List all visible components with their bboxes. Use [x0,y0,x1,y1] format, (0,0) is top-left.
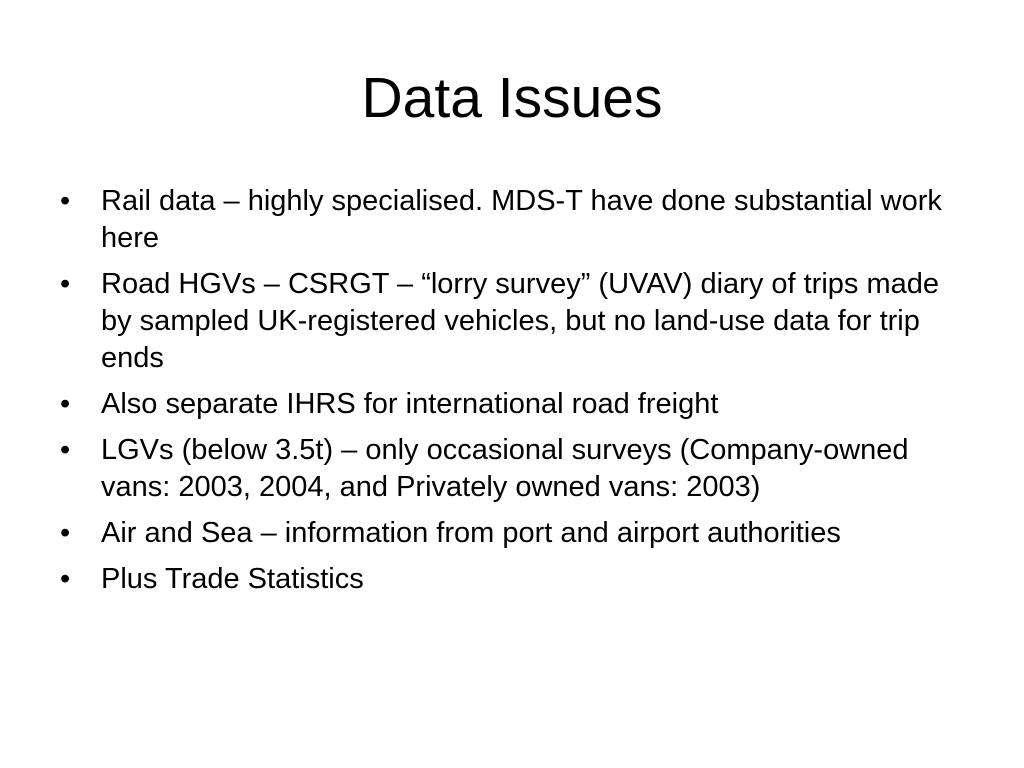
bullet-point-icon: • [60,268,71,300]
bullet-point-icon: • [60,388,71,420]
bullet-item [56,266,976,377]
bullet-item [56,515,976,552]
bullet-text: Rail data – highly specialised. MDS-T have done substantial work here [101,185,942,254]
bullet-point-icon: • [60,563,71,595]
bullet-item [56,561,976,598]
bullet-item [56,386,976,423]
bullet-text: Air and Sea – information from port and airport authorities [101,517,841,549]
bullet-text: Road HGVs – CSRGT – “lorry survey” (UVAV) diary of trips made by sampled UK-registered vehicles, but no land-use data for trip ends [101,268,939,374]
bullet-text: Also separate IHRS for international road freight [101,388,719,420]
bullet-item [56,432,976,506]
bullet-text: LGVs (below 3.5t) – only occasional surveys (Company-owned vans: 2003, 2004, and Privately owned vans: 2003) [101,434,909,503]
bullet-point-icon: • [60,517,71,549]
bullet-item [56,183,976,257]
bullet-list [56,183,976,607]
slide-title: Data Issues [361,66,663,130]
bullet-text: Plus Trade Statistics [101,563,364,595]
bullet-point-icon: • [60,185,71,217]
bullet-point-icon: • [60,434,71,466]
